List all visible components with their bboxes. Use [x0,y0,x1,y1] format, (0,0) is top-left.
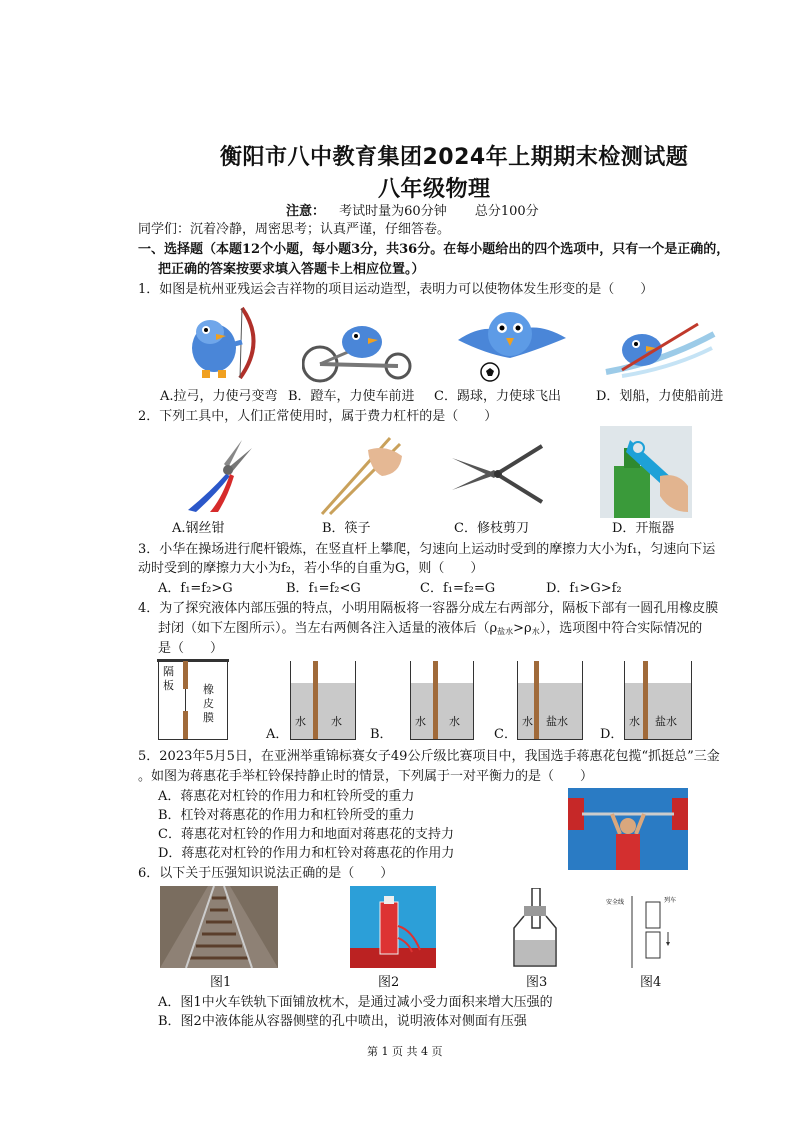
q4-line1: 4．为了探究液体内部压强的特点，小明用隔板将一容器分成左右两部分，隔板下部有一圆孔用橡皮膜 [138,601,719,616]
q4-line2: 封闭（如下左图所示）。当左右两侧各注入适量的液体后$(\rho_{盐水}>\rho_水)$，选项图中符合实际情况的 [158,621,703,636]
page-footer: 第 1 页 共 4 页 [367,1045,443,1058]
q6-stem: 6．以下关于压强知识说法正确的是（ ） [138,866,394,881]
q6-fig1-caption: 图1 [210,975,232,990]
chopsticks-image [316,430,408,516]
q6-fig3-caption: 图3 [526,975,548,990]
notice-time: 考试时量为60分钟 [339,204,447,219]
q2-option-b: B．筷子 [322,521,371,536]
q4-option-c-label: C． [494,727,517,742]
q1-option-d: D．划船，力使船前进 [596,389,724,404]
q5-line2: 。如图为蒋惠花手举杠铃保持静止时的情景，下列属于一对平衡力的是（ ） [138,769,594,784]
q4-line3: 是（ ） [158,641,224,656]
q4-reference-container [158,661,228,740]
bottle-opener-image [600,426,692,518]
q6-option-a: A．图1中火车铁轨下面铺放枕木，是通过减小受力面积来增大压强的 [158,995,553,1010]
mascot-archery-image [180,302,270,384]
q3-line2: 动时受到的摩擦力大小为f₂，若小华的自重为G，则（ ） [138,561,484,576]
q4-option-c-container: 水 盐水 [517,661,583,740]
q4-option-a-container: 水 水 [290,661,356,740]
q1-option-c: C．踢球，力使球飞出 [434,389,561,404]
bottle-spray-photo [350,886,436,968]
q5-option-b: B．杠铃对蒋惠花的作用力和杠铃所受的重力 [158,808,415,823]
partition-label: 隔板 [163,665,174,692]
railway-photo [160,886,278,968]
q3-option-d: D．f₁>G>f₂ [546,581,622,596]
q2-option-a: A.钢丝钳 [172,521,225,536]
notice [286,203,539,221]
greeting: 同学们：沉着冷静，周密思考；认真严谨，仔细答卷。 [138,222,451,237]
q2-option-c: C．修枝剪刀 [454,521,529,536]
q6-fig4-caption: 图4 [640,975,662,990]
q3-option-c: C．f₁=f₂=G [420,581,496,596]
q4-option-d-container: 水 盐水 [624,661,692,740]
q1-option-b: B．蹬车，力使车前进 [288,389,415,404]
q3-line1: 3．小华在操场进行爬杆锻炼，在竖直杆上攀爬，匀速向上运动时受到的摩擦力大小为f₁，匀速向下运 [138,542,716,557]
q4-option-d-label: D． [600,727,624,742]
notice-score: 总分100分 [474,204,539,219]
section-header-line2: 把正确的答案按要求填入答题卡上相应位置。） [158,262,425,277]
q4-option-b-container: 水 水 [410,661,474,740]
flask-diagram [508,888,562,968]
q5-line1: 5．2023年5月5日，在亚洲举重锦标赛女子49公斤级比赛项目中，我国选手蒋惠花包揽“抓挺总”三金 [138,749,720,764]
membrane-label: 橡皮膜 [203,683,214,724]
page-title: 衡阳市八中教育集团2024年上期期末检测试题 [220,145,689,170]
section-header-line1: 一、选择题（本题12个小题，每小题3分，共36分。在每小题给出的四个选项中，只有一个是正确的， [138,242,730,257]
q2-option-d: D．开瓶器 [612,521,675,536]
q3-option-b: B．f₁=f₂<G [286,581,361,596]
q2-stem: 2．下列工具中，人们正常使用时，属于费力杠杆的是（ ） [138,409,498,424]
pruning-shears-image [448,438,546,510]
q5-option-d: D．蒋惠花对杠铃的作用力和杠铃对蒋惠花的作用力 [158,846,455,861]
q5-option-a: A．蒋惠花对杠铃的作用力和杠铃所受的重力 [158,789,415,804]
mascot-rowing-image [602,314,718,384]
mascot-soccer-image [448,300,572,384]
q3-option-a: A．f₁=f₂>G [158,581,233,596]
q4-option-b-label: B． [370,727,393,742]
q6-fig2-caption: 图2 [378,975,400,990]
notice-label: 注意： [286,204,326,219]
pliers-image [180,432,264,514]
q1-stem: 1．如图是杭州亚残运会吉祥物的项目运动造型，表明力可以使物体发生形变的是（ ） [138,282,654,297]
q5-option-c: C．蒋惠花对杠铃的作用力和地面对蒋惠花的支持力 [158,827,454,842]
weightlifter-photo [568,788,688,870]
page-subtitle: 八年级物理 [378,177,491,202]
q1-option-a: A.拉弓，力使弓变弯 [160,389,278,404]
train-label: 列车 [664,897,677,904]
mascot-cycling-image [302,316,414,384]
platform-diagram [604,892,686,972]
q4-option-a-label: A． [266,727,289,742]
safety-line-label: 安全线 [606,899,625,906]
q6-option-b: B．图2中液体能从容器侧壁的孔中喷出，说明液体对侧面有压强 [158,1014,527,1029]
